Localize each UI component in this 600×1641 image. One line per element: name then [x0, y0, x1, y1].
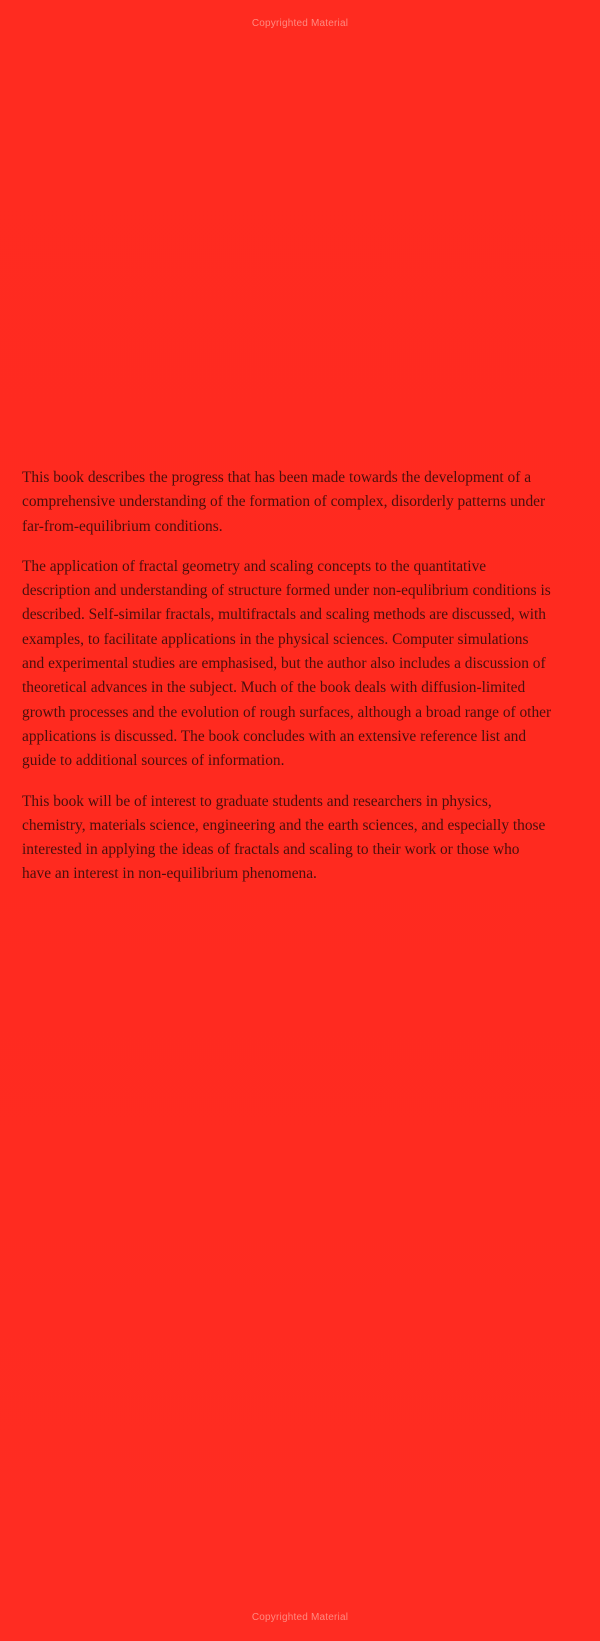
blurb-paragraph-3: This book will be of interest to graduate students and researchers in physics, chemistry, materials science, engineering and the earth sciences, and especially those interested in applying the ideas of fractals and scaling to their work or those who have an interest in non-equilibrium phenomena. — [22, 792, 546, 883]
blurb-paragraph-2: The application of fractal geometry and scaling concepts to the quantitative description and understanding of structure formed under non-equlibrium conditions is described. Self-similar fractals, multifractals and scaling methods are discussed, with examples, to facilitate applications in the physical sciences. Computer simulations and experimental studies are emphasised, but the author also includes a discussion of theoretical advances in the subject. Much of the book deals with diffusion-limited growth processes and the evolution of rough surfaces, although a broad range of other applications is discussed. The book concludes with an extensive reference list and guide to additional sources of information. — [22, 557, 552, 770]
copyright-watermark-top: Copyrighted Material — [251, 18, 349, 29]
copyright-watermark-bottom: Copyrighted Material — [251, 1612, 349, 1623]
back-cover-blurb — [22, 466, 552, 887]
blurb-paragraph-1: This book describes the progress that has been made towards the development of a comprehensive understanding of the formation of complex, disorderly patterns under far-from-equilibrium conditions. — [22, 469, 546, 535]
